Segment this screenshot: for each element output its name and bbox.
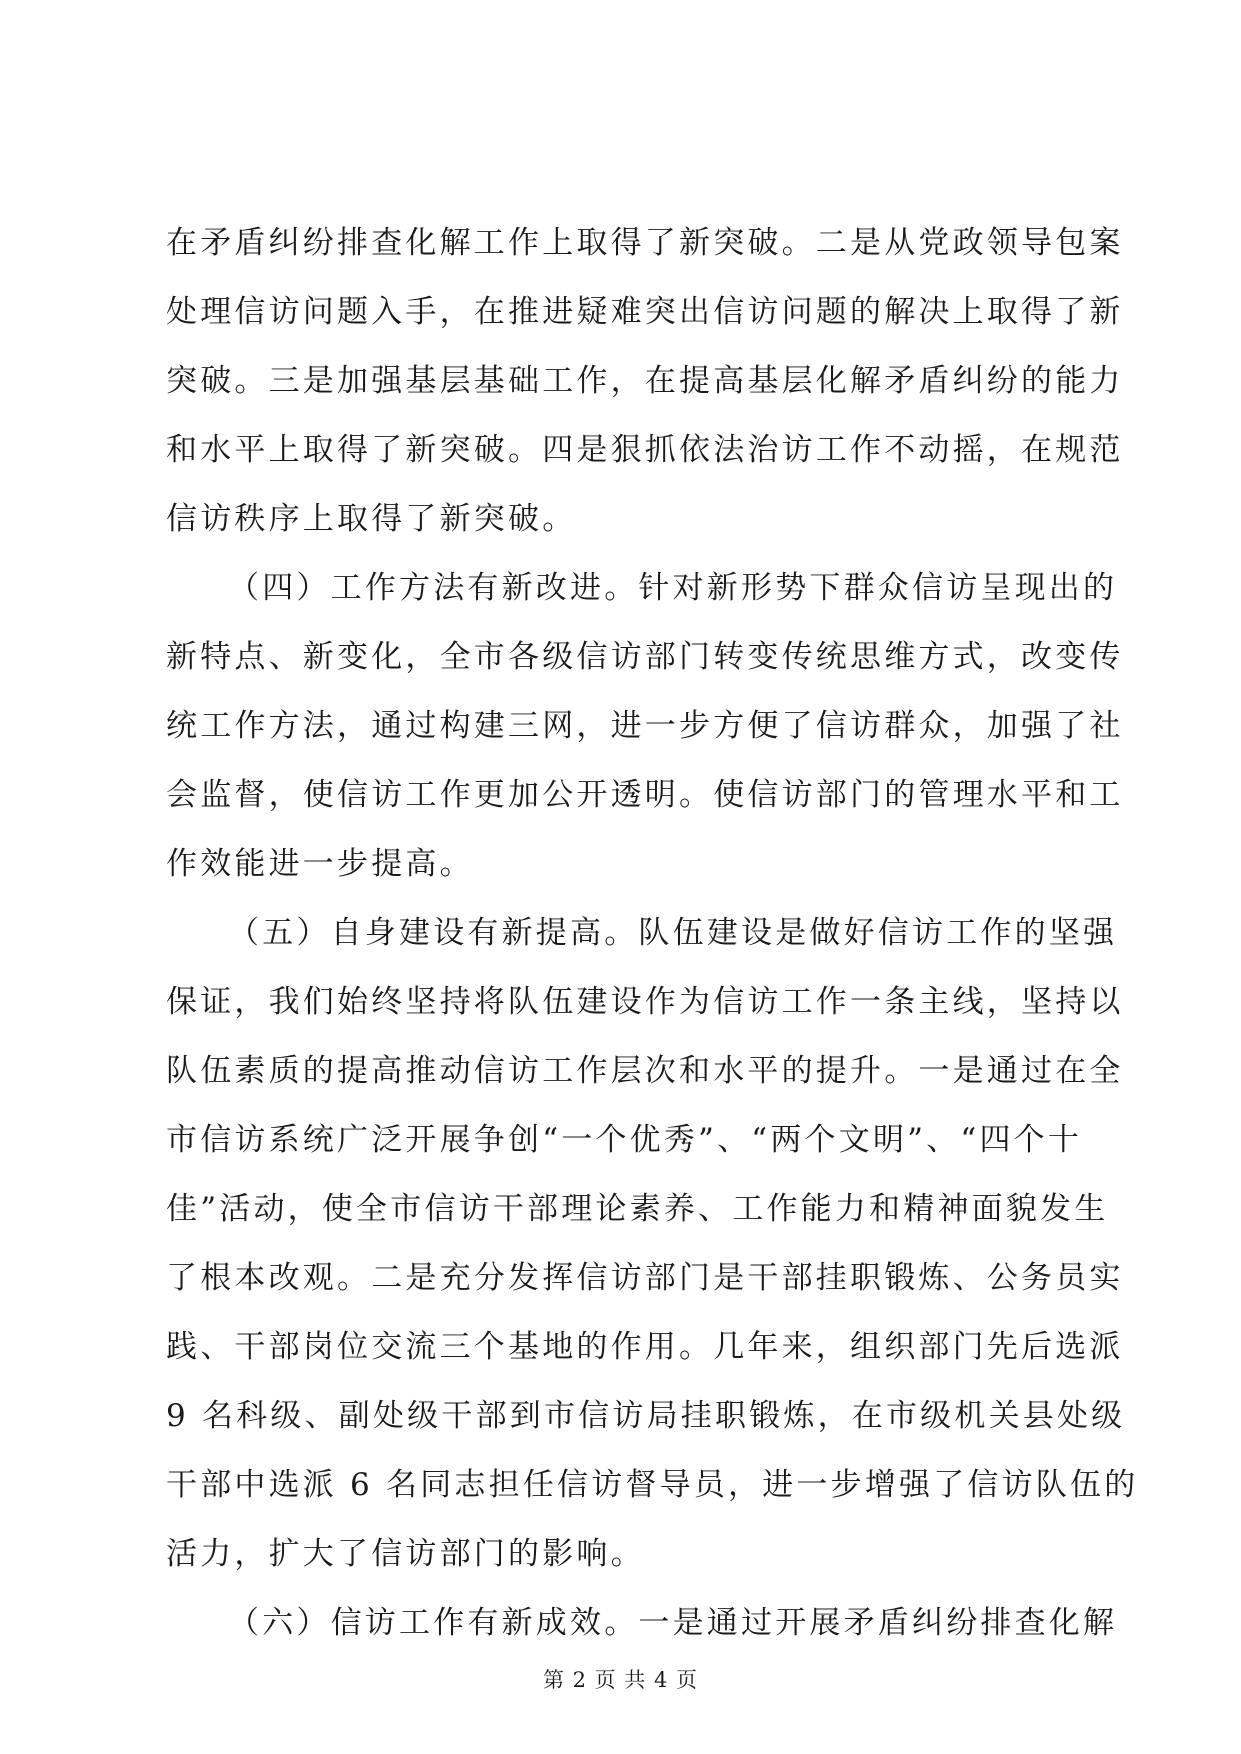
text-line: 在矛盾纠纷排查化解工作上取得了新突破。二是从党政领导包案 bbox=[166, 225, 1124, 261]
text-line: 突破。三是加强基层基础工作，在提高基层化解矛盾纠纷的能力 bbox=[166, 363, 1124, 399]
paragraph-heading-6: （六）信访工作有新成效。一是通过开展矛盾纠纷排查化解 bbox=[228, 1605, 1118, 1641]
text-line: 作效能进一步提高。 bbox=[166, 846, 474, 882]
text-line: 了根本改观。二是充分发挥信访部门是干部挂职锻炼、公务员实 bbox=[166, 1260, 1124, 1296]
text-line: 干部中选派 6 名同志担任信访督导员，进一步增强了信访队伍的 bbox=[166, 1467, 1139, 1503]
paragraph-heading-5: （五）自身建设有新提高。队伍建设是做好信访工作的坚强 bbox=[228, 915, 1118, 951]
text-line: 保证，我们始终坚持将队伍建设作为信访工作一条主线，坚持以 bbox=[166, 984, 1124, 1020]
text-line: 会监督，使信访工作更加公开透明。使信访部门的管理水平和工 bbox=[166, 777, 1124, 813]
text-line: 信访秩序上取得了新突破。 bbox=[166, 501, 577, 537]
text-line: 活力，扩大了信访部门的影响。 bbox=[166, 1536, 645, 1572]
text-line: 和水平上取得了新突破。四是狠抓依法治访工作不动摇，在规范 bbox=[166, 432, 1124, 468]
text-line: 市信访系统广泛开展争创“一个优秀”、“两个文明”、“四个十 bbox=[166, 1122, 1083, 1158]
text-line: 践、干部岗位交流三个基地的作用。几年来，组织部门先后选派 bbox=[166, 1329, 1124, 1365]
text-line: 9 名科级、副处级干部到市信访局挂职锻炼，在市级机关县处级 bbox=[166, 1398, 1126, 1434]
text-line: 队伍素质的提高推动信访工作层次和水平的提升。一是通过在全 bbox=[166, 1053, 1124, 1089]
paragraph-heading-4: （四）工作方法有新改进。针对新形势下群众信访呈现出的 bbox=[228, 570, 1118, 606]
text-line: 新特点、新变化，全市各级信访部门转变传统思维方式，改变传 bbox=[166, 639, 1124, 675]
text-line: 佳”活动，使全市信访干部理论素养、工作能力和精神面貌发生 bbox=[166, 1191, 1109, 1227]
page-footer: 第 2 页 共 4 页 bbox=[542, 1668, 699, 1692]
text-line: 统工作方法，通过构建三网，进一步方便了信访群众，加强了社 bbox=[166, 708, 1124, 744]
text-line: 处理信访问题入手，在推进疑难突出信访问题的解决上取得了新 bbox=[166, 294, 1124, 330]
